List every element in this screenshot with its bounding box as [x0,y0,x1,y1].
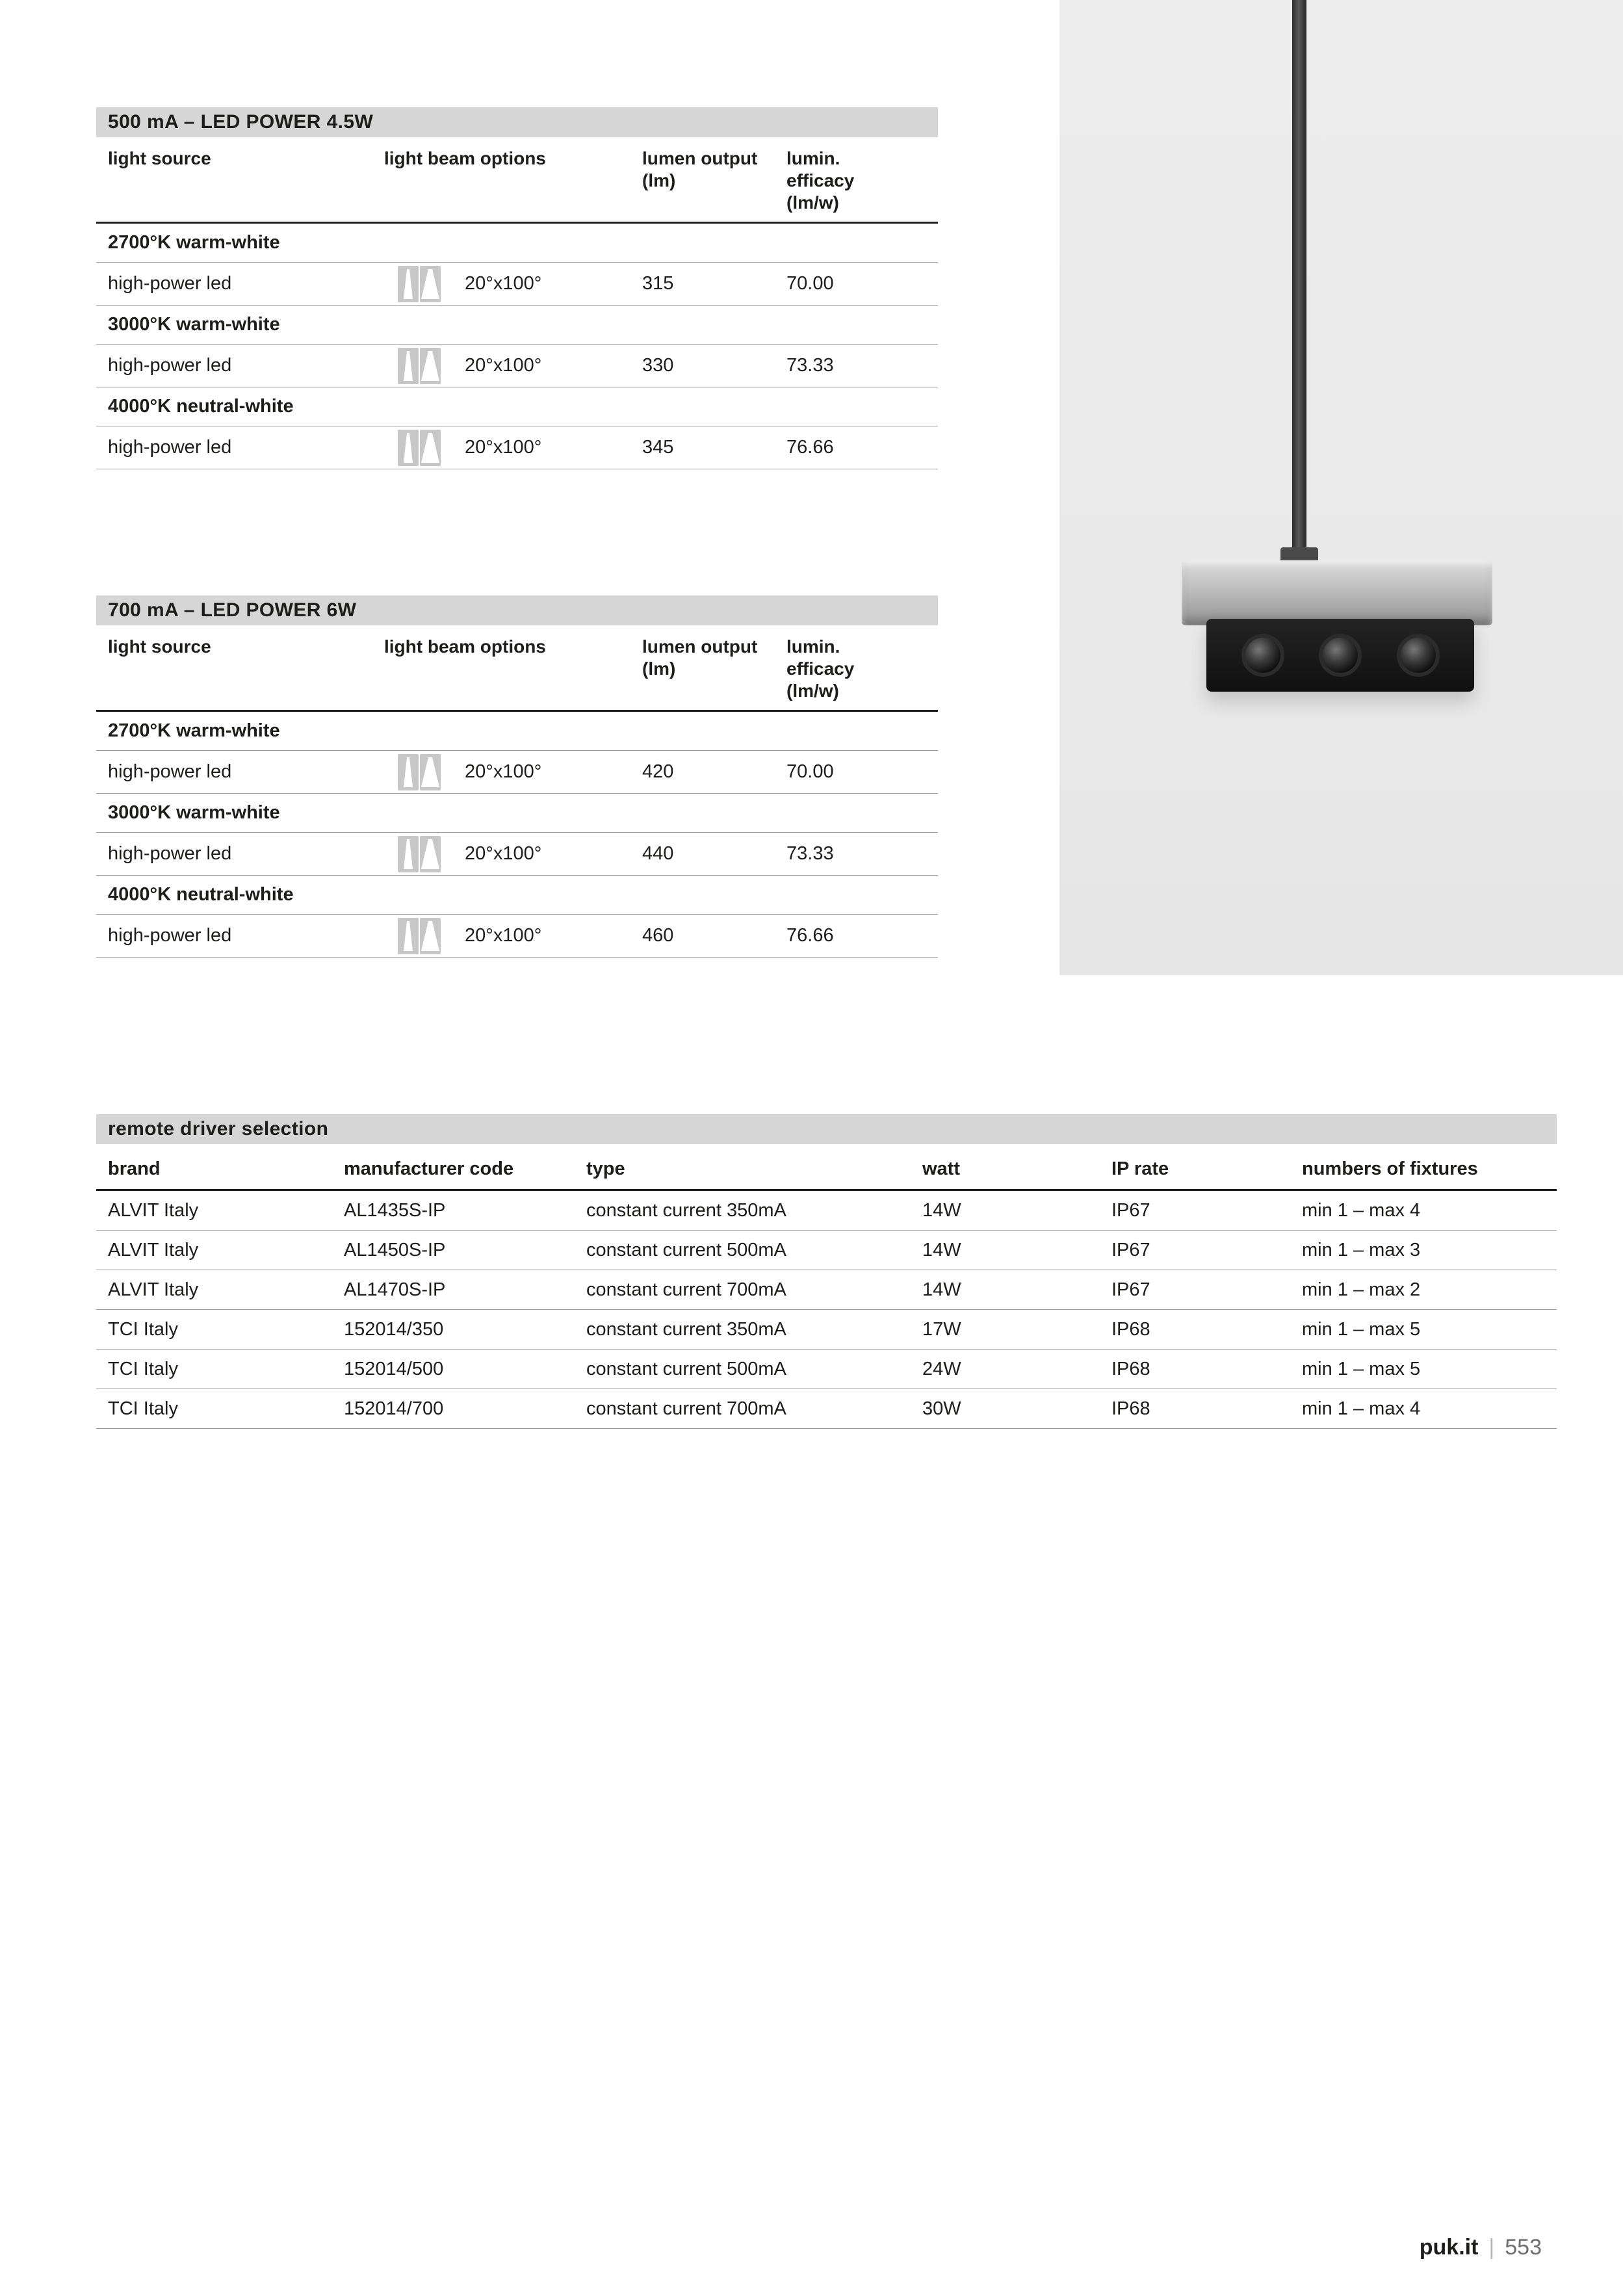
brand-cell: TCI Italy [108,1318,178,1340]
led-lens [1319,634,1362,677]
led-lens [1241,634,1284,677]
beam-options-cell [384,918,642,954]
beam-icon [397,348,441,384]
efficacy-cell: 70.00 [786,761,834,783]
ip-rate-cell: IP68 [1111,1318,1150,1340]
beam-options-cell [384,266,642,302]
manufacturer-code-cell: AL1435S-IP [344,1199,446,1221]
ip-rate-cell: IP67 [1111,1199,1150,1221]
column-header-type: type [586,1158,625,1179]
column-header-beam-options: light beam options [384,636,546,657]
column-header-light-source: light source [108,636,211,657]
type-cell: constant current 500mA [586,1239,786,1260]
column-header-row [96,137,938,224]
light-source-cell: high-power led [108,925,232,946]
beam-icon [397,430,441,466]
beam-icon [397,918,441,954]
table-title: remote driver selection [108,1118,329,1140]
lumen-output-cell: 345 [642,437,674,458]
section-title: 4000°K neutral-white [108,396,294,417]
fixture-light-head [1206,619,1474,692]
led-lens [1397,634,1440,677]
lumen-output-cell: 440 [642,843,674,865]
manufacturer-code-cell: AL1470S-IP [344,1279,446,1300]
efficacy-cell: 76.66 [786,437,834,458]
beam-options-cell [384,754,642,790]
watt-cell: 14W [922,1199,961,1221]
beam-angle: 20°x100° [465,273,542,294]
spec-table-500ma [96,107,938,469]
footer-separator: | [1488,2235,1495,2260]
light-source-cell: high-power led [108,437,232,458]
table-title-bar [96,107,938,137]
beam-icon [397,754,441,790]
fixtures-count-cell: min 1 – max 2 [1302,1279,1421,1300]
fixtures-count-cell: min 1 – max 4 [1302,1398,1421,1419]
ip-rate-cell: IP67 [1111,1279,1150,1300]
lumen-output-cell: 330 [642,355,674,376]
watt-cell: 14W [922,1279,961,1300]
lumen-output-cell: 460 [642,925,674,946]
column-header-efficacy: lumin. efficacy (lm/w) [786,148,855,213]
lumen-output-cell: 420 [642,761,674,783]
beam-angle: 20°x100° [465,437,542,458]
column-header-manufacturer-code: manufacturer code [344,1158,514,1179]
beam-angle: 20°x100° [465,355,542,376]
column-header-beam-options: light beam options [384,148,546,168]
color-temp-section-header [96,306,938,345]
section-title: 3000°K warm-white [108,314,280,335]
section-title: 3000°K warm-white [108,802,280,824]
brand-cell: ALVIT Italy [108,1199,199,1221]
column-header-watt: watt [922,1158,960,1179]
driver-row [96,1270,1557,1310]
driver-row [96,1310,1557,1350]
table-title: 700 mA – LED POWER 6W [108,599,357,621]
color-temp-section-header [96,387,938,426]
fixtures-count-cell: min 1 – max 3 [1302,1239,1421,1260]
fixtures-count-cell: min 1 – max 5 [1302,1318,1421,1340]
driver-selection-table [96,1114,1557,1429]
beam-options-cell [384,430,642,466]
type-cell: constant current 700mA [586,1398,786,1419]
driver-row [96,1231,1557,1270]
fixture-housing [1182,560,1492,625]
light-source-cell: high-power led [108,843,232,865]
section-title: 2700°K warm-white [108,232,280,254]
page-footer [1420,2235,1542,2260]
efficacy-cell: 70.00 [786,273,834,294]
suspension-rod [1292,0,1306,567]
driver-row [96,1389,1557,1429]
beam-icon [397,836,441,872]
column-header-brand: brand [108,1158,161,1179]
beam-icon [397,266,441,302]
manufacturer-code-cell: 152014/700 [344,1398,444,1419]
table-title-bar [96,595,938,625]
ip-rate-cell: IP68 [1111,1398,1150,1419]
color-temp-section-header [96,224,938,263]
color-temp-section-header [96,794,938,833]
brand-cell: ALVIT Italy [108,1279,199,1300]
column-header-ip-rate: IP rate [1111,1158,1169,1179]
beam-angle: 20°x100° [465,843,542,865]
watt-cell: 14W [922,1239,961,1260]
brand-name: puk.it [1419,2235,1479,2260]
column-header-fixtures: numbers of fixtures [1302,1158,1478,1179]
column-header-lumen-output: lumen output (lm) [642,636,758,679]
column-header-light-source: light source [108,148,211,168]
brand-cell: TCI Italy [108,1358,178,1379]
watt-cell: 17W [922,1318,961,1340]
section-title: 4000°K neutral-white [108,884,294,906]
manufacturer-code-cell: AL1450S-IP [344,1239,446,1260]
color-temp-section-header [96,876,938,915]
ip-rate-cell: IP68 [1111,1358,1150,1379]
light-source-cell: high-power led [108,273,232,294]
column-header-row [96,625,938,712]
manufacturer-code-cell: 152014/350 [344,1318,444,1340]
beam-options-cell [384,348,642,384]
spec-row [96,345,938,387]
beam-options-cell [384,836,642,872]
manufacturer-code-cell: 152014/500 [344,1358,444,1379]
brand-cell: ALVIT Italy [108,1239,199,1260]
light-source-cell: high-power led [108,761,232,783]
beam-angle: 20°x100° [465,761,542,783]
driver-row [96,1191,1557,1231]
column-header-efficacy: lumin. efficacy (lm/w) [786,636,855,701]
brand-cell: TCI Italy [108,1398,178,1419]
fixtures-count-cell: min 1 – max 4 [1302,1199,1421,1221]
spec-row [96,426,938,469]
lumen-output-cell: 315 [642,273,674,294]
efficacy-cell: 73.33 [786,843,834,865]
efficacy-cell: 76.66 [786,925,834,946]
table-title-bar [96,1114,1557,1144]
light-source-cell: high-power led [108,355,232,376]
table-title: 500 mA – LED POWER 4.5W [108,111,374,133]
column-header-lumen-output: lumen output (lm) [642,148,758,191]
fixtures-count-cell: min 1 – max 5 [1302,1358,1421,1379]
column-header-row [96,1144,1557,1191]
type-cell: constant current 350mA [586,1199,786,1221]
type-cell: constant current 350mA [586,1318,786,1340]
page-number: 553 [1505,2235,1542,2260]
type-cell: constant current 500mA [586,1358,786,1379]
watt-cell: 30W [922,1398,961,1419]
efficacy-cell: 73.33 [786,355,834,376]
beam-angle: 20°x100° [465,925,542,946]
section-title: 2700°K warm-white [108,720,280,742]
spec-row [96,915,938,958]
driver-row [96,1350,1557,1389]
spec-row [96,751,938,794]
type-cell: constant current 700mA [586,1279,786,1300]
watt-cell: 24W [922,1358,961,1379]
color-temp-section-header [96,712,938,751]
spec-row [96,833,938,876]
spec-table-700ma [96,595,938,958]
spec-row [96,263,938,306]
product-photo [1059,0,1623,975]
ip-rate-cell: IP67 [1111,1239,1150,1260]
